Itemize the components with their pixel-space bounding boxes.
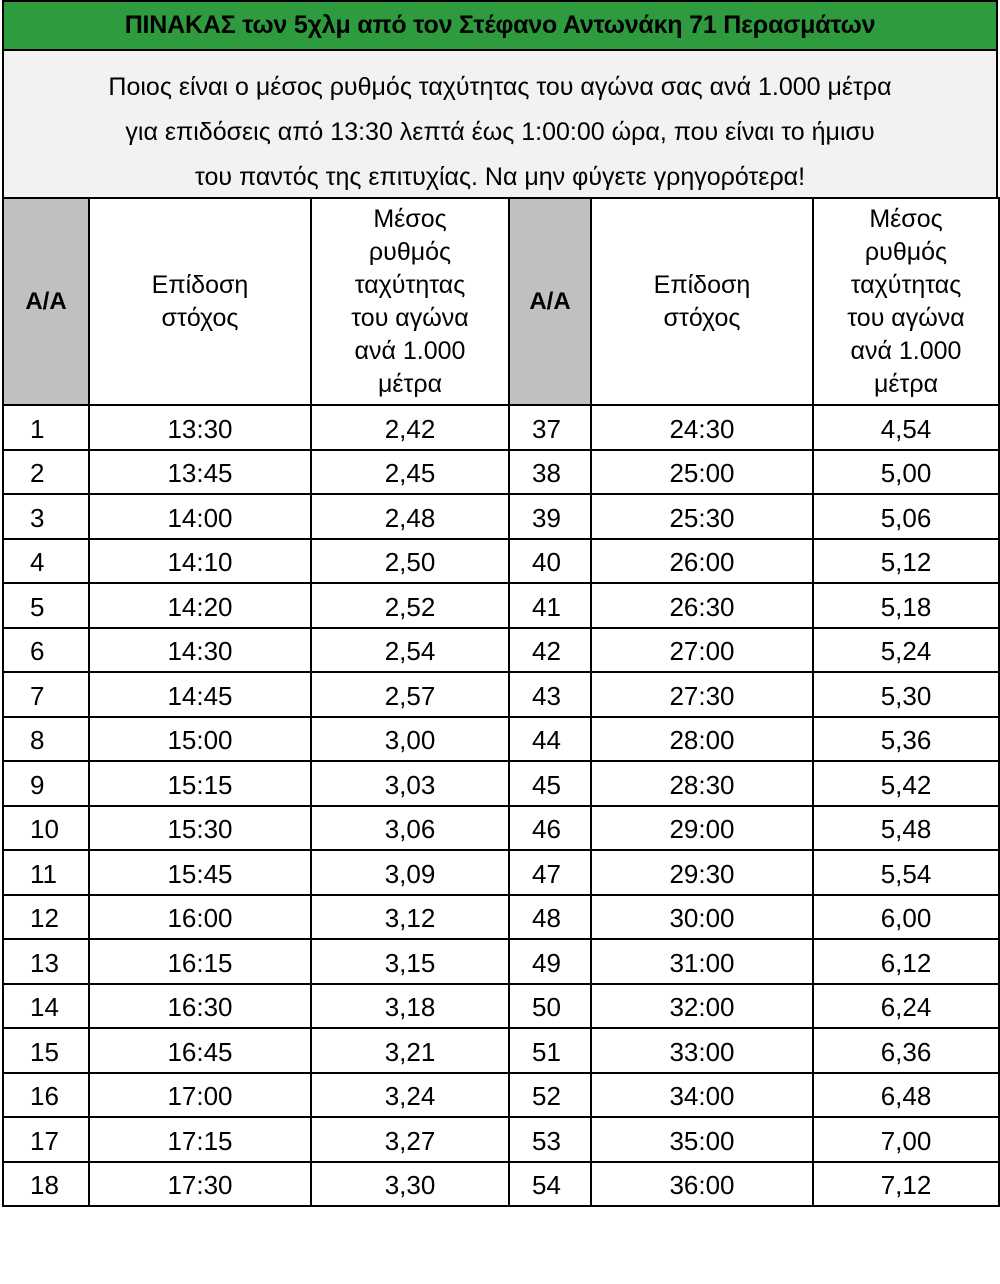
cell-index-left: 7 [3,672,89,717]
cell-target-right: 26:30 [591,583,813,628]
intro-line: Ποιος είναι ο μέσος ρυθμός ταχύτητας του αγώνα σας ανά 1.000 μέτρα [108,73,892,101]
cell-target-right: 36:00 [591,1162,813,1207]
cell-target-left: 15:30 [89,806,311,851]
header-line: Επίδοση [151,270,249,299]
cell-index-left: 12 [3,895,89,940]
cell-index-right: 39 [509,494,591,539]
pace-table [2,197,1000,1207]
table-row [3,405,999,450]
header-line: Μέσος [869,204,943,233]
cell-target-left: 14:45 [89,672,311,717]
cell-index-right: 51 [509,1028,591,1073]
header-line: του αγώνα [847,303,965,332]
cell-target-right: 30:00 [591,895,813,940]
cell-index-right: 45 [509,761,591,806]
header-line: ταχύτητας [850,270,962,299]
cell-pace-left: 2,57 [311,672,509,717]
table-row [3,895,999,940]
cell-pace-left: 2,42 [311,405,509,450]
cell-index-left: 13 [3,939,89,984]
table-title: ΠΙΝΑΚΑΣ των 5χλμ από τον Στέφανο Αντωνάκη 71 Περασμάτων [2,0,998,51]
cell-target-left: 16:45 [89,1028,311,1073]
cell-pace-right: 5,00 [813,450,999,495]
cell-pace-right: 5,30 [813,672,999,717]
table-row [3,984,999,1029]
cell-target-left: 14:10 [89,539,311,584]
cell-target-right: 31:00 [591,939,813,984]
cell-index-right: 37 [509,405,591,450]
cell-index-left: 18 [3,1162,89,1207]
table-row [3,806,999,851]
cell-target-right: 33:00 [591,1028,813,1073]
cell-pace-left: 3,12 [311,895,509,940]
cell-index-left: 3 [3,494,89,539]
cell-target-right: 27:00 [591,628,813,673]
cell-target-left: 16:15 [89,939,311,984]
cell-index-right: 44 [509,717,591,762]
cell-index-right: 46 [509,806,591,851]
cell-target-left: 13:30 [89,405,311,450]
header-line: μέτρα [377,369,443,398]
cell-pace-left: 3,27 [311,1117,509,1162]
header-line: στόχος [663,303,741,332]
cell-index-left: 8 [3,717,89,762]
header-line: ανά 1.000 [850,336,962,365]
cell-index-left: 9 [3,761,89,806]
header-line: Επίδοση [653,270,751,299]
cell-pace-right: 5,48 [813,806,999,851]
cell-pace-right: 6,48 [813,1073,999,1118]
cell-pace-left: 3,06 [311,806,509,851]
cell-index-right: 38 [509,450,591,495]
cell-index-left: 5 [3,583,89,628]
header-index-left: Α/Α [3,198,89,405]
cell-target-right: 28:30 [591,761,813,806]
cell-pace-left: 2,45 [311,450,509,495]
cell-target-right: 27:30 [591,672,813,717]
cell-pace-right: 7,12 [813,1162,999,1207]
cell-pace-right: 4,54 [813,405,999,450]
cell-index-right: 40 [509,539,591,584]
cell-index-left: 4 [3,539,89,584]
header-line: στόχος [161,303,239,332]
cell-pace-left: 3,03 [311,761,509,806]
cell-target-right: 25:00 [591,450,813,495]
cell-pace-right: 6,00 [813,895,999,940]
header-target-right [591,198,813,405]
cell-index-right: 43 [509,672,591,717]
cell-pace-left: 2,54 [311,628,509,673]
cell-target-left: 17:00 [89,1073,311,1118]
table-body [3,405,999,1206]
cell-target-right: 29:00 [591,806,813,851]
cell-target-left: 17:15 [89,1117,311,1162]
cell-index-left: 2 [3,450,89,495]
cell-index-right: 47 [509,850,591,895]
cell-target-right: 35:00 [591,1117,813,1162]
cell-target-left: 17:30 [89,1162,311,1207]
table-row [3,717,999,762]
table-row [3,1162,999,1207]
cell-target-right: 26:00 [591,539,813,584]
cell-pace-left: 2,48 [311,494,509,539]
cell-pace-left: 3,09 [311,850,509,895]
cell-index-left: 11 [3,850,89,895]
cell-index-right: 53 [509,1117,591,1162]
cell-pace-left: 3,30 [311,1162,509,1207]
cell-pace-left: 3,15 [311,939,509,984]
table-row [3,672,999,717]
cell-pace-left: 3,18 [311,984,509,1029]
cell-target-left: 15:45 [89,850,311,895]
cell-pace-right: 5,24 [813,628,999,673]
table-row [3,494,999,539]
cell-pace-right: 6,36 [813,1028,999,1073]
cell-index-left: 10 [3,806,89,851]
header-index-right: Α/Α [509,198,591,405]
cell-pace-right: 5,54 [813,850,999,895]
intro-text [2,51,998,197]
cell-index-left: 6 [3,628,89,673]
table-row [3,1117,999,1162]
cell-pace-left: 2,50 [311,539,509,584]
cell-pace-right: 5,06 [813,494,999,539]
cell-target-left: 14:20 [89,583,311,628]
cell-index-right: 48 [509,895,591,940]
table-row [3,583,999,628]
cell-pace-left: 3,00 [311,717,509,762]
header-line: ανά 1.000 [354,336,466,365]
cell-target-left: 13:45 [89,450,311,495]
cell-target-right: 34:00 [591,1073,813,1118]
cell-index-left: 14 [3,984,89,1029]
cell-pace-right: 5,42 [813,761,999,806]
cell-index-left: 16 [3,1073,89,1118]
header-pace-left [311,198,509,405]
cell-target-left: 14:00 [89,494,311,539]
cell-index-right: 54 [509,1162,591,1207]
table-row [3,450,999,495]
cell-target-left: 16:30 [89,984,311,1029]
table-row [3,761,999,806]
cell-target-left: 15:15 [89,761,311,806]
cell-index-right: 50 [509,984,591,1029]
cell-index-right: 41 [509,583,591,628]
cell-pace-right: 6,24 [813,984,999,1029]
table-row [3,1028,999,1073]
intro-line: του παντός της επιτυχίας. Να μην φύγετε γρηγορότερα! [194,163,806,191]
cell-index-right: 49 [509,939,591,984]
intro-line: για επιδόσεις από 13:30 λεπτά έως 1:00:00 ώρα, που είναι το ήμισυ [125,118,875,146]
cell-pace-right: 5,36 [813,717,999,762]
header-line: του αγώνα [351,303,469,332]
cell-index-right: 52 [509,1073,591,1118]
header-line: μέτρα [873,369,939,398]
table-row [3,539,999,584]
cell-index-left: 17 [3,1117,89,1162]
cell-index-left: 1 [3,405,89,450]
cell-target-left: 14:30 [89,628,311,673]
header-target-left [89,198,311,405]
cell-target-left: 16:00 [89,895,311,940]
header-pace-right [813,198,999,405]
table-header-row [3,198,999,405]
header-line: Μέσος [373,204,447,233]
cell-pace-right: 7,00 [813,1117,999,1162]
cell-pace-left: 2,52 [311,583,509,628]
cell-target-right: 29:30 [591,850,813,895]
header-line: ρυθμός [368,237,452,266]
cell-index-right: 42 [509,628,591,673]
cell-pace-left: 3,21 [311,1028,509,1073]
table-row [3,850,999,895]
cell-target-right: 28:00 [591,717,813,762]
cell-target-right: 25:30 [591,494,813,539]
cell-target-right: 24:30 [591,405,813,450]
table-row [3,628,999,673]
header-line: ρυθμός [864,237,948,266]
cell-pace-right: 5,12 [813,539,999,584]
table-row [3,1073,999,1118]
header-line: ταχύτητας [354,270,466,299]
cell-pace-left: 3,24 [311,1073,509,1118]
table-row [3,939,999,984]
cell-pace-right: 5,18 [813,583,999,628]
cell-pace-right: 6,12 [813,939,999,984]
cell-index-left: 15 [3,1028,89,1073]
cell-target-left: 15:00 [89,717,311,762]
cell-target-right: 32:00 [591,984,813,1029]
